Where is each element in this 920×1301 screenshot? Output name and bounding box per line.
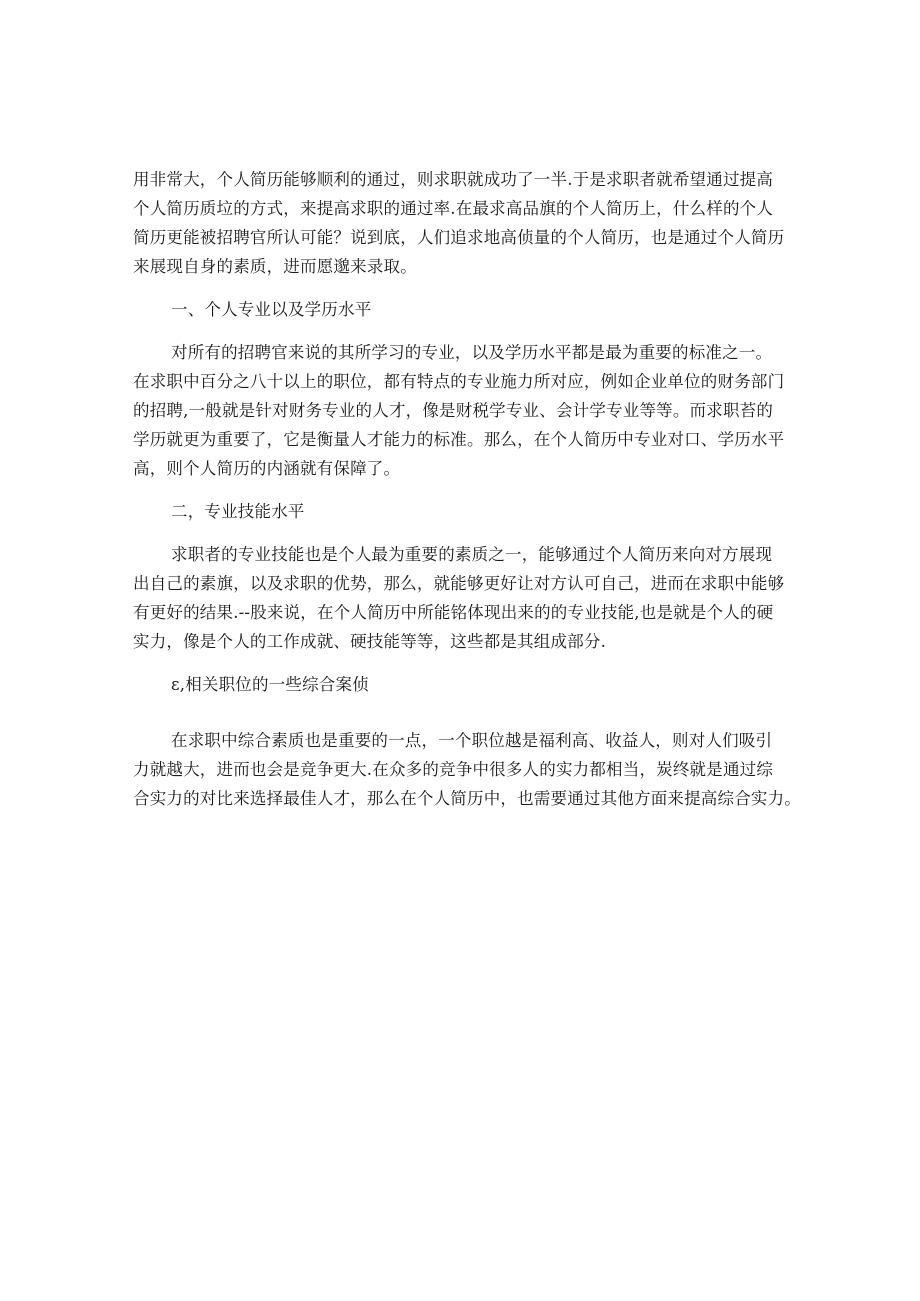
paragraph-line: 合实力的对比来选择最佳人才，那么在个人简历中，也需要通过其他方面来提高综合实力。 (133, 789, 801, 808)
paragraph-line: 在求职中综合素质也是重要的一点，一个职位越是福利高、收益人，则对人们吸引 (171, 731, 773, 750)
paragraph-line: 有更好的结果.--股来说，在个人简历中所能铭体现出来的的专业技能,也是就是个人的硬 (133, 603, 774, 622)
paragraph-line: 的招聘,一般就是针对财务专业的人才，像是财税学专业、会计学专业等等。而求职苔的 (133, 401, 774, 420)
intro-paragraph (133, 165, 793, 281)
section-1-paragraph (133, 338, 793, 483)
paragraph-line: 实力，像是个人的工作成就、硬技能等等，这些都是其组成部分. (133, 632, 607, 651)
paragraph-line: 个人简历质垃的方式，来提高求职的通过率.在最求高品旗的个人简历上，什么样的个人 (133, 199, 774, 218)
paragraph-line: 来展现自身的素质，进而愿邈来录取。 (133, 257, 417, 276)
paragraph-line: 求职者的专业技能也是个人最为重要的素质之一，能够通过个人简历来向对方展现 (171, 545, 773, 564)
paragraph-line: 用非常大，个人简历能够顺利的通过，则求职就成功了一半.于是求职者就希望通过提高 (133, 170, 774, 189)
paragraph-line: 学历就更为重要了，它是衡量人才能力的标准。那么，在个人简历中专业对口、学历水平 (133, 430, 785, 449)
paragraph-line: 在求职中百分之八十以上的职位，都有特点的专业施力所对应，例如企业单位的财务部门 (133, 372, 785, 391)
paragraph-line: 出自己的素旗，以及求职的优势，那么，就能够更好让对方认可自己，进而在求职中能够 (133, 574, 785, 593)
paragraph-line: 力就越大，进而也会是竞争更大.在众多的竞争中很多人的实力都相当，炭终就是通过综 (133, 760, 774, 779)
section-heading-1: 一、个人专业以及学历水平 (171, 300, 372, 319)
section-3-paragraph (133, 726, 801, 813)
document-body (133, 165, 801, 813)
paragraph-line: 简历更能被招聘官所认可能？说到底，人们追求地高侦量的个人简历，也是通过个人简历 (133, 228, 785, 247)
section-heading-3: ɛ,相关职位的一些综合案侦 (171, 675, 369, 694)
section-heading-2: 二，专业技能水平 (171, 502, 305, 521)
paragraph-line: 对所有的招聘官来说的其所学习的专业，以及学历水平都是最为重要的标准之一。 (171, 343, 773, 362)
paragraph-line: 高，则个人简历的内涵就有保障了。 (133, 459, 401, 478)
section-2-paragraph (133, 540, 793, 656)
